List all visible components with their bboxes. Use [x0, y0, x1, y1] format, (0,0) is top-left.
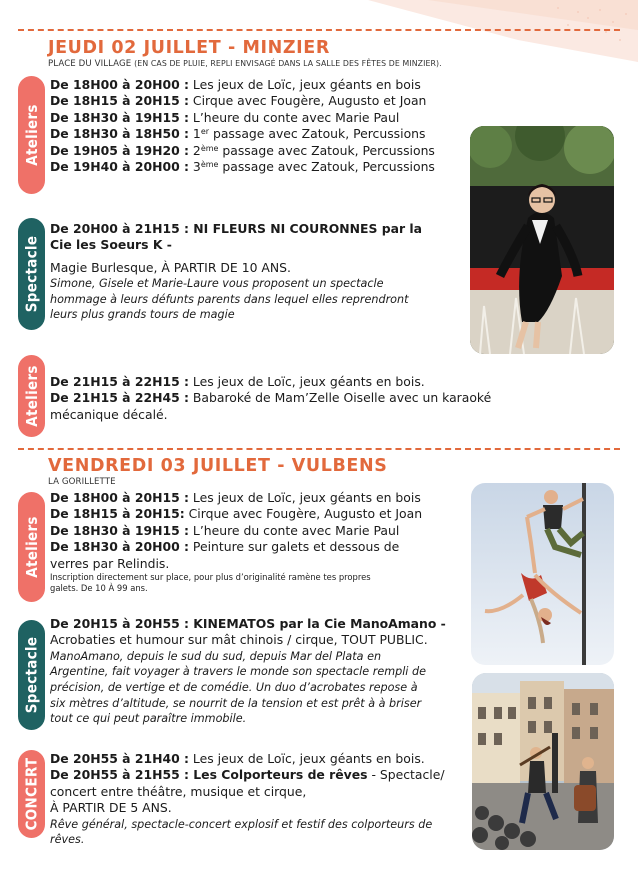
spectacle-subtitle: Magie Burlesque, À PARTIR DE 10 ANS.	[50, 259, 291, 275]
concert-italic-description: Rêve général, spectacle-concert explosif et festif des colporteurs de	[50, 817, 433, 831]
list-item: De 19H40 à 20H00 : 3ème passage avec Zatouk, Percussions	[50, 159, 435, 175]
day1-location: PLACE DU VILLAGE	[48, 59, 132, 69]
day2-location: LA GORILLETTE	[48, 477, 116, 487]
tab-label: Spectacle	[22, 636, 41, 714]
spectacle-description: Simone, Gisele et Marie-Laure vous proposent un spectacle	[50, 277, 384, 291]
day2-spectacle-block	[50, 616, 446, 727]
tab-label: Ateliers	[22, 104, 41, 166]
spectacle-heading: De 20H15 à 20H55 : KINEMATOS par la Cie ManoAmano -	[50, 616, 446, 631]
spectacle-description: Argentine, fait voyager à travers le monde son spectacle rempli de	[50, 665, 426, 679]
decorative-corner-pattern	[368, 0, 638, 62]
list-item: De 21H15 à 22H15 : Les jeux de Loïc, jeux géants en bois.	[50, 374, 425, 389]
photo-acrobats-pole	[471, 483, 614, 665]
spectacle-description: six mètres d’altitude, se nourrit de la tension et est prêt à à briser	[50, 696, 422, 710]
tab-spectacle-1	[18, 218, 45, 330]
spectacle-heading: Cie les Soeurs K -	[50, 237, 172, 253]
day1-ateliers2-list	[50, 374, 491, 423]
tab-spectacle-2	[18, 620, 45, 730]
tab-label: CONCERT	[22, 757, 41, 831]
spectacle-description: leurs plus grands tours de magie	[50, 308, 235, 322]
spectacle-description: ManoAmano, depuis le sud du sud, depuis Mar del Plata en	[50, 649, 382, 663]
spectacle-description: hommage à leurs défunts parents dans lequel elles reprendront	[50, 292, 409, 306]
list-item: De 18H15 à 20H15 : Cirque avec Fougère, Augusto et Joan	[50, 93, 427, 109]
day1-spectacle-block	[50, 221, 422, 323]
registration-note: galets. De 10 À 99 ans.	[50, 583, 148, 594]
list-item: De 18H00 à 20H15 : Les jeux de Loïc, jeux géants en bois	[50, 490, 421, 505]
concert-italic-description: rêves.	[50, 833, 85, 847]
spectacle-description: tout ce qui peut paraître immobile.	[50, 712, 247, 726]
spectacle-heading: De 20H00 à 21H15 : NI FLEURS NI COURONNES par la	[50, 221, 423, 236]
day2-title: VENDREDI 03 JUILLET - VULBENS	[48, 456, 388, 476]
list-item: De 18H00 à 20H00 : Les jeux de Loïc, jeux géants en bois	[50, 77, 421, 92]
day2-ateliers-list	[50, 490, 422, 594]
tab-ateliers-3	[18, 492, 45, 602]
list-item-continuation: mécanique décalé.	[50, 406, 168, 422]
photo-concert-square	[472, 673, 614, 850]
list-item: De 20H55 à 21H40 : Les jeux de Loïc, jeux géants en bois.	[50, 751, 425, 766]
list-item: De 19H05 à 19H20 : 2ème passage avec Zatouk, Percussions	[50, 142, 435, 158]
spectacle-subtitle: Acrobaties et humour sur mât chinois / cirque, TOUT PUBLIC.	[50, 632, 428, 648]
registration-note: Inscription directement sur place, pour plus d’originalité ramène tes propres	[50, 572, 371, 583]
list-item: De 18H15 à 20H15: Cirque avec Fougère, Augusto et Joan	[50, 506, 423, 522]
day1-location-line	[48, 59, 442, 69]
tab-ateliers-1	[18, 76, 45, 194]
list-item: De 18H30 à 19H15 : L’heure du conte avec Marie Paul	[50, 522, 400, 538]
section-divider-top	[18, 29, 620, 31]
photo-magic-performer	[470, 126, 614, 354]
tab-ateliers-2	[18, 355, 45, 437]
list-item-continuation: verres par Relindis.	[50, 555, 170, 571]
concert-age: À PARTIR DE 5 ANS.	[50, 800, 172, 816]
tab-label: Spectacle	[22, 235, 41, 313]
tab-label: Ateliers	[22, 516, 41, 578]
list-item: De 20H55 à 21H55 : Les Colporteurs de rêves - Spectacle/	[50, 767, 445, 783]
concert-description: concert entre théâtre, musique et cirque,	[50, 783, 307, 799]
list-item: De 21H15 à 22H45 : Babaroké de Mam’Zelle Oiselle avec un karaoké	[50, 390, 492, 406]
tab-concert	[18, 750, 45, 838]
tab-label: Ateliers	[22, 365, 41, 427]
list-item: De 18H30 à 18H50 : 1er passage avec Zatouk, Percussions	[50, 126, 426, 142]
list-item: De 18H30 à 19H15 : L’heure du conte avec Marie Paul	[50, 109, 400, 125]
section-divider-middle	[18, 448, 620, 450]
day1-rain-note: (EN CAS DE PLUIE, REPLI ENVISAGÉ DANS LA SALLE DES FÊTES DE MINZIER).	[134, 59, 442, 68]
day1-ateliers-list	[50, 77, 435, 175]
list-item: De 18H30 à 20H00 : Peinture sur galets et dessous de	[50, 539, 400, 555]
spectacle-description: précision, de vertige et de comédie. Un duo d’acrobates repose à	[50, 681, 418, 694]
day2-concert-block	[50, 751, 445, 848]
day1-title: JEUDI 02 JUILLET - MINZIER	[48, 38, 330, 58]
